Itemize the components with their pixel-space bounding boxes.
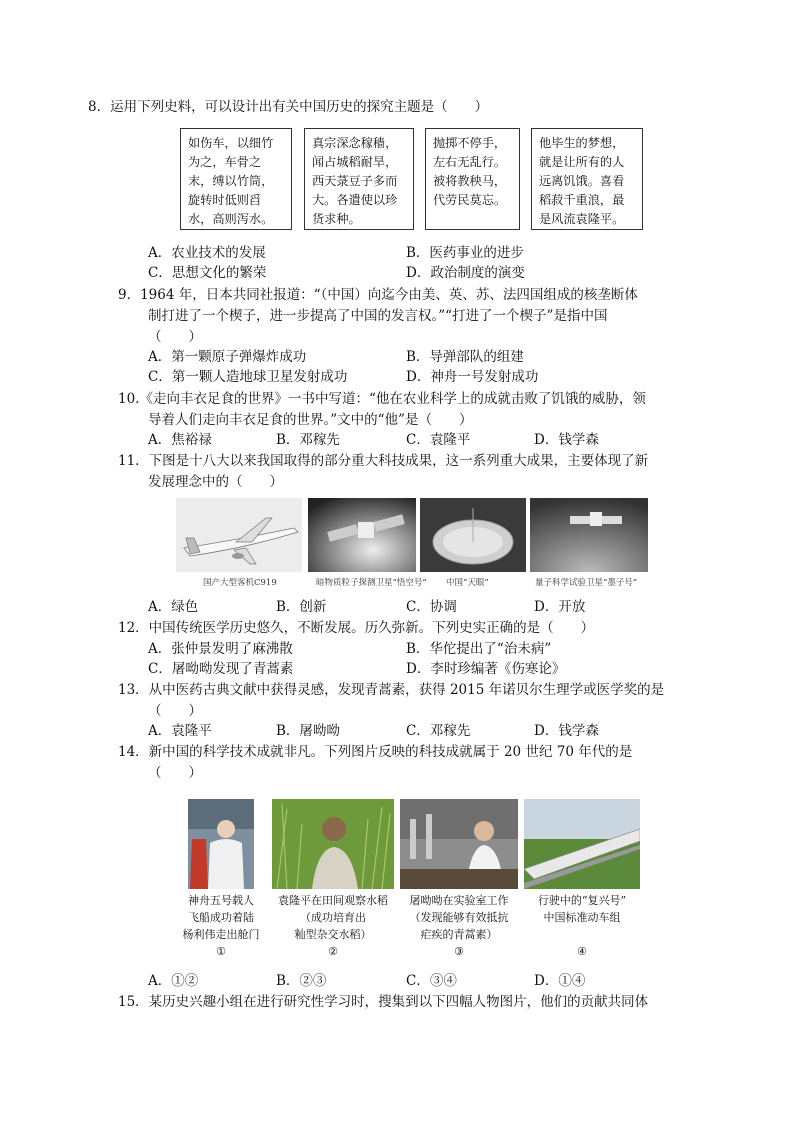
option-c[interactable]: C．协调 — [406, 599, 457, 615]
caption-tianyan: 中国“天眼” — [446, 578, 489, 588]
option-c[interactable]: C．第一颗人造地球卫星发射成功 — [148, 369, 348, 385]
mozi-satellite-image — [530, 498, 648, 572]
caption-3-number: ③ — [454, 945, 464, 958]
caption-2 — [264, 892, 402, 960]
question-13-line1: 13．从中医药古典文献中获得灵感，发现青蒿素，获得 2015 年诺贝尔生理学或医学奖的是 — [118, 682, 665, 698]
option-a[interactable]: A．焦裕禄 — [148, 432, 212, 448]
caption-1 — [180, 892, 262, 960]
fast-telescope-image — [420, 498, 526, 572]
caption-2-line3: 籼型杂交水稻） — [294, 928, 372, 941]
question-14-line1: 14．新中国的科学技术成就非凡。下列图片反映的科技成就属于 20 世纪 70 年代的是 — [118, 744, 633, 760]
caption-1-line2: 飞船成功着陆 — [188, 911, 254, 924]
caption-4-number: ④ — [577, 945, 587, 958]
option-b[interactable]: B．创新 — [276, 599, 327, 615]
question-11 — [118, 451, 678, 493]
question-9 — [118, 285, 684, 348]
option-a[interactable]: A．绿色 — [148, 599, 199, 615]
question-13 — [118, 680, 678, 722]
option-d[interactable]: D．李时珍编著《伤寒论》 — [406, 661, 566, 677]
option-d[interactable]: D．①④ — [534, 973, 586, 989]
c919-airplane-image — [176, 498, 302, 572]
question-13-line2: （ ） — [148, 703, 202, 719]
caption-3-line3: 疟疾的青蒿素） — [420, 928, 498, 941]
option-b[interactable]: B．华佗提出了“治未病” — [406, 641, 552, 657]
question-11-line1: 11．下图是十八大以来我国取得的部分重大科技成果，这一系列重大成果，主要体现了新 — [118, 453, 649, 469]
caption-4-line1: 行驶中的“复兴号” — [537, 894, 627, 907]
fuxing-train-image — [524, 799, 640, 889]
question-8-stem: 8．运用下列史料，可以设计出有关中国历史的探究主题是（ ） — [88, 99, 489, 115]
question-12 — [118, 618, 678, 639]
option-c[interactable]: C．邓稼先 — [406, 723, 471, 739]
question-9-line1: 9．1964 年，日本共同社报道：“（中国）向迄今由美、英、苏、法四国组成的核垄断体 — [118, 287, 638, 303]
question-11-line2: 发展理念中的（ ） — [148, 474, 283, 490]
caption-4 — [520, 892, 644, 960]
option-d[interactable]: D．钱学森 — [534, 432, 599, 448]
option-d[interactable]: D．开放 — [534, 599, 586, 615]
caption-1-line3: 杨利伟走出舱门 — [182, 928, 260, 941]
caption-2-line2: （成功培育出 — [300, 911, 366, 924]
option-d[interactable]: D．政治制度的演变 — [406, 265, 525, 281]
option-b[interactable]: B．导弹部队的组建 — [406, 349, 524, 365]
option-a[interactable]: A．第一颗原子弹爆炸成功 — [148, 349, 307, 365]
option-a[interactable]: A．①② — [148, 973, 199, 989]
option-a[interactable]: A．农业技术的发展 — [148, 245, 266, 261]
caption-1-line1: 神舟五号载人 — [188, 894, 254, 907]
option-c[interactable]: C．袁隆平 — [406, 432, 471, 448]
caption-c919: 国产大型客机C919 — [203, 578, 277, 588]
question-14-line2: （ ） — [148, 765, 202, 781]
source-box-2: 真宗深念稼穑，闻占城稻耐旱，西天菉豆子多而大。各遣使以珍货求种。 — [304, 128, 414, 230]
option-d[interactable]: D．神舟一号发射成功 — [406, 369, 539, 385]
yuan-longping-field-image — [272, 799, 394, 889]
option-c[interactable]: C．屠呦呦发现了青蒿素 — [148, 661, 294, 677]
option-b[interactable]: B．医药事业的进步 — [406, 245, 524, 261]
question-15-line1: 15．某历史兴趣小组在进行研究性学习时，搜集到以下四幅人物图片，他们的贡献共同体 — [118, 994, 649, 1010]
option-b[interactable]: B．屠呦呦 — [276, 723, 340, 739]
question-8 — [88, 97, 678, 118]
option-c[interactable]: C．③④ — [406, 973, 457, 989]
question-15 — [118, 992, 678, 1013]
question-9-line2: 制打进了一个楔子，进一步提高了中国的发言权。”“打进了一个楔子”是指中国 — [148, 308, 608, 324]
question-14 — [118, 742, 678, 784]
caption-2-line1: 袁隆平在田间观察水稻 — [278, 894, 388, 907]
option-b[interactable]: B．邓稼先 — [276, 432, 340, 448]
source-box-4: 他毕生的梦想，就是让所有的人远离饥饿。喜看稻菽千重浪，最是风流袁隆平。 — [531, 128, 643, 230]
option-c[interactable]: C．思想文化的繁荣 — [148, 265, 267, 281]
tu-youyou-lab-image — [400, 799, 518, 889]
option-a[interactable]: A．袁隆平 — [148, 723, 212, 739]
caption-1-number: ① — [216, 945, 226, 958]
caption-3-line1: 屠呦呦在实验室工作 — [409, 894, 509, 907]
caption-wukong: 暗物质粒子探测卫星“悟空号” — [316, 578, 427, 588]
question-12-stem: 12．中国传统医学历史悠久，不断发展。历久弥新。下列史实正确的是（ ） — [118, 620, 595, 636]
source-box-3: 抛掷不停手，左右无乱行。被将教秧马，代劳民莫忘。 — [425, 128, 520, 230]
question-10 — [118, 389, 678, 431]
source-box-1: 如伤车，以细竹为之，车骨之末，缚以竹筒，旋转时低则舀水，高则泻水。 — [180, 128, 292, 230]
caption-2-number: ② — [328, 945, 338, 958]
question-10-line2: 导着人们走向丰衣足食的世界。”文中的“他”是（ ） — [148, 412, 473, 428]
caption-3 — [396, 892, 522, 960]
shenzhou5-astronaut-image — [188, 799, 254, 889]
caption-mozi: 量子科学试验卫星“墨子号” — [535, 578, 638, 588]
caption-4-line2: 中国标准动车组 — [543, 911, 621, 924]
caption-3-line2: （发现能够有效抵抗 — [409, 911, 509, 924]
wukong-satellite-image — [308, 498, 416, 572]
question-9-line3: （ ） — [148, 329, 202, 345]
question-10-line1: 10.《走向丰衣足食的世界》一书中写道：“他在农业科学上的成就击败了饥饿的威胁，领 — [118, 391, 646, 407]
caption-4-line3 — [520, 926, 644, 943]
option-a[interactable]: A．张仲景发明了麻沸散 — [148, 641, 293, 657]
option-d[interactable]: D．钱学森 — [534, 723, 599, 739]
option-b[interactable]: B．②③ — [276, 973, 327, 989]
